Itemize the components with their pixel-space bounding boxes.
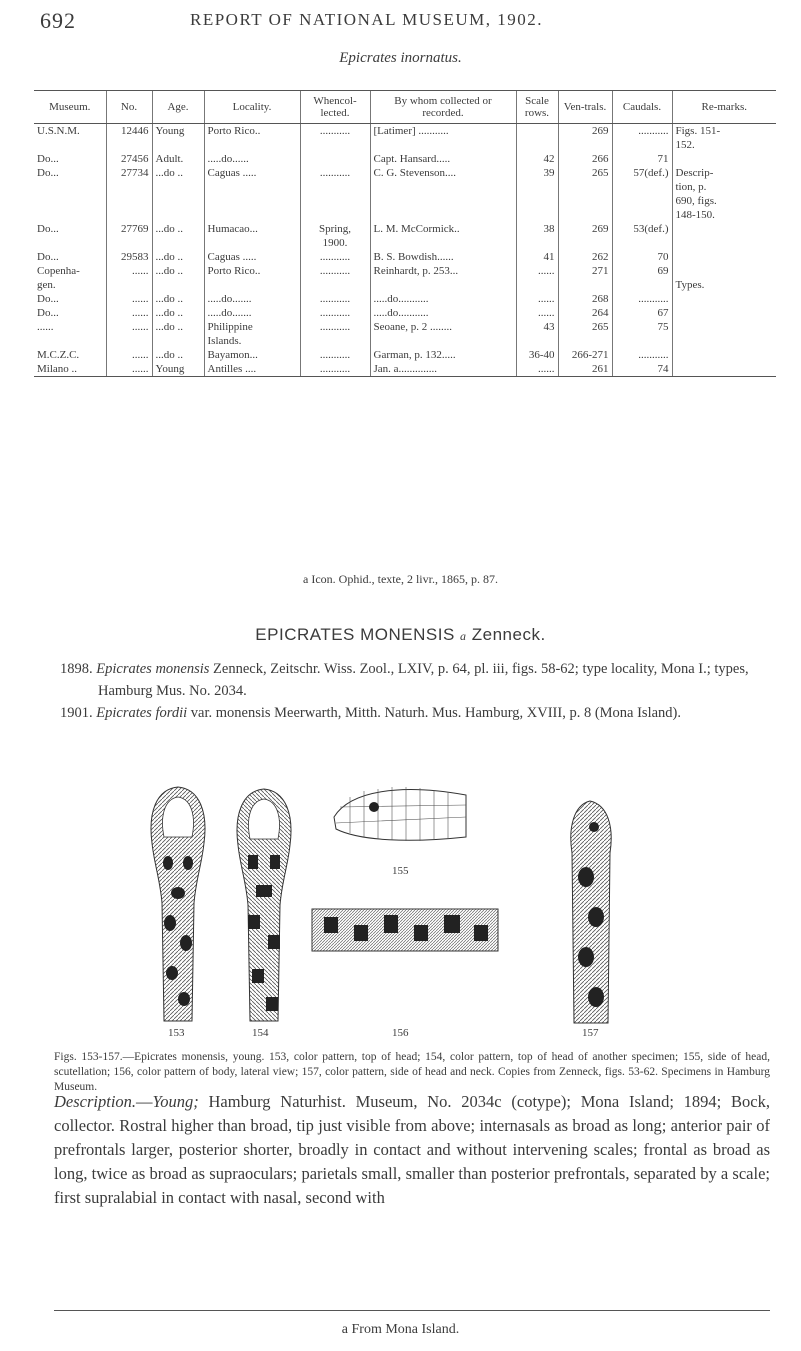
synonymy-year: 1901. xyxy=(60,705,93,721)
table-cell: Copenha- xyxy=(37,265,80,277)
table-cell: tion, p. xyxy=(672,180,776,194)
snake-head-top-illustration xyxy=(142,783,214,1023)
table-row xyxy=(34,152,776,166)
table-cell: Seoane, p. 2 ........ xyxy=(370,320,516,334)
table-cell xyxy=(300,334,370,348)
table-footnote: a Icon. Ophid., texte, 2 livr., 1865, p. 87. xyxy=(303,572,498,586)
table-cell xyxy=(370,208,516,222)
table-cell xyxy=(672,320,776,334)
table-cell xyxy=(516,180,558,194)
table-cell: ...do .. xyxy=(152,306,204,320)
table-row xyxy=(34,362,776,377)
species-note-mark: a xyxy=(460,629,467,643)
table-cell xyxy=(558,194,612,208)
table-cell: ........... xyxy=(300,348,370,362)
table-cell: 27456 xyxy=(106,152,152,166)
table-cell xyxy=(612,236,672,250)
description-paragraph: Description.—Young; Hamburg Naturhist. Museum, No. 2034c (cotype); Mona Island; 1894; Bock, collector. Rostral higher than broad, tip just visible from above; internasals as broad as long; anterior pair of prefrontals larger, posterior shorter, broadly in contact and without intervening scales; frontal as broad as long, twice as broad as supraoculars; parietals small, smaller than posterior prefrontals, separated by a scale; first supralabial in contact with nasal, second with xyxy=(54,1092,770,1207)
table-cell xyxy=(672,222,776,236)
table-cell: B. S. Bowdish...... xyxy=(370,250,516,264)
table-cell: .....do....... xyxy=(204,306,300,320)
table-cell: 269 xyxy=(558,124,612,139)
table-cell xyxy=(672,306,776,320)
table-row xyxy=(34,292,776,306)
table-cell: Humacao... xyxy=(204,222,300,236)
table-cell xyxy=(370,194,516,208)
snake-neck-side-illustration xyxy=(556,797,626,1027)
table-cell xyxy=(204,236,300,250)
table-cell: Jan. a.............. xyxy=(370,362,516,377)
table-cell xyxy=(612,334,672,348)
column-header: Museum. xyxy=(34,91,106,124)
table-cell xyxy=(152,138,204,152)
table-cell xyxy=(204,138,300,152)
table-cell: Garman, p. 132..... xyxy=(370,348,516,362)
page-number: 692 xyxy=(40,8,76,33)
table-row xyxy=(34,306,776,320)
table-cell: ...... xyxy=(106,306,152,320)
table-header-row xyxy=(34,91,776,124)
table-cell: Do... xyxy=(37,251,59,263)
column-header: Caudals. xyxy=(612,91,672,124)
synonymy-taxon: Epicrates fordii xyxy=(96,705,188,721)
table-row xyxy=(34,194,776,208)
table-row xyxy=(34,264,776,278)
figure-number: 156 xyxy=(392,1027,409,1039)
column-header: By whom collected or recorded. xyxy=(370,91,516,124)
figure-number: 157 xyxy=(582,1027,599,1039)
table-cell: Figs. 151- xyxy=(672,124,776,139)
table-cell: ...... xyxy=(37,321,54,333)
description-age: Young; xyxy=(152,1092,199,1111)
table-cell: 690, figs. xyxy=(672,194,776,208)
table-cell: Caguas ..... xyxy=(204,166,300,180)
table-row xyxy=(34,138,776,152)
table-cell xyxy=(370,138,516,152)
table-cell xyxy=(558,138,612,152)
table-cell: Types. xyxy=(672,278,776,292)
table-cell: ...do .. xyxy=(152,264,204,278)
snake-head-top-variant-illustration xyxy=(228,785,300,1025)
table-cell: 41 xyxy=(516,250,558,264)
table-cell: ...... xyxy=(106,264,152,278)
table-cell: 38 xyxy=(516,222,558,236)
table-cell: 269 xyxy=(558,222,612,236)
table-cell: Milano .. xyxy=(34,362,106,377)
table-cell xyxy=(152,194,204,208)
table-cell: Porto Rico.. xyxy=(204,264,300,278)
table-cell: 42 xyxy=(516,152,558,166)
column-header: Ven-trals. xyxy=(558,91,612,124)
table-cell xyxy=(370,334,516,348)
table-cell: 27769 xyxy=(106,222,152,236)
synonymy-text: Zenneck, Zeitschr. Wiss. Zool., LXIV, p. 64, pl. iii, figs. 58-62; type locality, Mona I.; types, Hamburg Mus. No. 2034. xyxy=(98,661,749,699)
table-cell xyxy=(300,138,370,152)
column-header: Scale rows. xyxy=(516,91,558,124)
table-cell: .....do........... xyxy=(370,306,516,320)
footnote-divider xyxy=(54,1310,770,1311)
table-row xyxy=(34,180,776,194)
table-cell xyxy=(672,348,776,362)
table-cell xyxy=(612,208,672,222)
table-cell: ...do .. xyxy=(152,222,204,236)
table-cell: Porto Rico.. xyxy=(204,124,300,139)
table-cell: Bayamon... xyxy=(204,348,300,362)
table-cell xyxy=(370,278,516,292)
table-cell xyxy=(672,264,776,278)
table-cell xyxy=(106,180,152,194)
table-cell: 39 xyxy=(516,166,558,180)
table-row xyxy=(34,236,776,250)
figure-number: 154 xyxy=(252,1027,269,1039)
table-cell: .....do........... xyxy=(370,292,516,306)
table-cell xyxy=(106,208,152,222)
table-cell xyxy=(106,334,152,348)
table-cell: Capt. Hansard..... xyxy=(370,152,516,166)
table-cell xyxy=(300,152,370,166)
table-cell: gen. xyxy=(37,279,56,291)
table-cell: 69 xyxy=(612,264,672,278)
species-name: EPICRATES MONENSIS xyxy=(255,625,455,644)
table-cell: Islands. xyxy=(204,334,300,348)
table-cell: 266-271 xyxy=(558,348,612,362)
table-cell: [Latimer] ........... xyxy=(370,124,516,139)
table-cell xyxy=(300,208,370,222)
table-cell: ...do .. xyxy=(152,292,204,306)
table-cell xyxy=(370,180,516,194)
table-cell: 265 xyxy=(558,166,612,180)
table-cell: ...... xyxy=(106,362,152,377)
table-cell xyxy=(612,180,672,194)
species-author: Zenneck. xyxy=(471,625,546,644)
table-cell: ...do .. xyxy=(152,250,204,264)
synonymy-taxon: Epicrates monensis xyxy=(96,661,210,677)
table-cell: Adult. xyxy=(152,152,204,166)
table-cell xyxy=(106,138,152,152)
table-cell: ...... xyxy=(516,362,558,377)
table-cell: 57(def.) xyxy=(612,166,672,180)
table-cell: ........... xyxy=(612,292,672,306)
table-cell: ........... xyxy=(300,320,370,334)
table-cell xyxy=(204,278,300,292)
table-cell xyxy=(672,362,776,377)
table-cell: Caguas ..... xyxy=(204,250,300,264)
table-cell xyxy=(672,236,776,250)
table-cell xyxy=(558,278,612,292)
table-cell: L. M. McCormick.. xyxy=(370,222,516,236)
synonymy-entry xyxy=(60,702,772,724)
description-label: Description. xyxy=(54,1092,137,1111)
column-header: Locality. xyxy=(204,91,300,124)
table-cell xyxy=(106,194,152,208)
table-cell xyxy=(516,194,558,208)
table-cell xyxy=(34,208,106,222)
table-cell: ...... xyxy=(516,264,558,278)
table-cell xyxy=(204,180,300,194)
table-cell xyxy=(106,278,152,292)
table-cell: ........... xyxy=(300,166,370,180)
table-cell: ...do .. xyxy=(152,166,204,180)
table-cell: ...... xyxy=(106,292,152,306)
table-cell xyxy=(106,236,152,250)
table-cell xyxy=(34,180,106,194)
table-cell: Antilles .... xyxy=(204,362,300,377)
table-cell xyxy=(152,208,204,222)
table-row xyxy=(34,222,776,236)
table-cell xyxy=(34,138,106,152)
table-row xyxy=(34,124,776,139)
table-cell xyxy=(558,334,612,348)
specimen-table xyxy=(34,90,776,377)
table-cell xyxy=(612,138,672,152)
table-cell: 271 xyxy=(558,264,612,278)
table-cell xyxy=(152,278,204,292)
synonymy-text: var. monensis Meerwarth, Mitth. Naturh. Mus. Hamburg, XVIII, p. 8 (Mona Island). xyxy=(190,705,681,721)
table-cell xyxy=(516,138,558,152)
table-cell: ........... xyxy=(300,250,370,264)
table-cell: ...do .. xyxy=(152,348,204,362)
table-cell: C. G. Stevenson.... xyxy=(370,166,516,180)
figure-number: 155 xyxy=(392,865,409,877)
table-cell: 75 xyxy=(612,320,672,334)
table-cell: 74 xyxy=(612,362,672,377)
description-text: Hamburg Naturhist. Museum, No. 2034c (cotype); Mona Island; 1894; Bock, collector. Rostral higher than broad, tip just visible from above; internasals as broad as long; anterior pair of prefrontals larger, posterior shorter, broadly in contact and without intervening scales; frontal as broad as long, twice as broad as supraoculars; parietals small, smaller than posterior prefrontals, separated by a scale; first supralabial in contact with nasal, second with xyxy=(54,1092,770,1207)
table-cell: ........... xyxy=(300,362,370,377)
table-row xyxy=(34,320,776,334)
table-cell xyxy=(516,236,558,250)
table-cell: Reinhardt, p. 253... xyxy=(370,264,516,278)
table-cell: 67 xyxy=(612,306,672,320)
table-cell: 29583 xyxy=(106,250,152,264)
table-cell xyxy=(612,194,672,208)
snake-head-side-illustration xyxy=(330,777,470,847)
table-cell: 264 xyxy=(558,306,612,320)
table-cell xyxy=(672,292,776,306)
table-cell: 27734 xyxy=(106,166,152,180)
table-cell: ........... xyxy=(612,348,672,362)
column-header: Age. xyxy=(152,91,204,124)
table-cell xyxy=(672,152,776,166)
synonymy-entry xyxy=(60,658,772,702)
table-cell: 262 xyxy=(558,250,612,264)
table-cell xyxy=(516,334,558,348)
table-cell: Do... xyxy=(37,223,59,235)
table-cell: ........... xyxy=(300,124,370,139)
table-cell: ...... xyxy=(516,306,558,320)
table-cell: ...... xyxy=(106,320,152,334)
table-cell: Do... xyxy=(37,167,59,179)
table-cell xyxy=(672,334,776,348)
table-cell xyxy=(300,278,370,292)
species-heading xyxy=(0,625,801,645)
table-cell: 71 xyxy=(612,152,672,166)
table-cell xyxy=(204,208,300,222)
table-cell: Do... xyxy=(37,293,59,305)
column-header: Whencol-lected. xyxy=(300,91,370,124)
table-row xyxy=(34,250,776,264)
table-cell: ........... xyxy=(300,306,370,320)
synonymy-year: 1898. xyxy=(60,661,93,677)
table-cell: 266 xyxy=(558,152,612,166)
column-header: No. xyxy=(106,91,152,124)
table-cell xyxy=(516,124,558,139)
table-cell: U.S.N.M. xyxy=(37,125,80,137)
table-cell xyxy=(612,278,672,292)
table-cell xyxy=(558,180,612,194)
table-cell xyxy=(516,208,558,222)
table-row xyxy=(34,208,776,222)
figure-number: 153 xyxy=(168,1027,185,1039)
table-cell xyxy=(300,180,370,194)
table-cell: 43 xyxy=(516,320,558,334)
table-cell: ...... xyxy=(106,348,152,362)
table-row xyxy=(34,348,776,362)
table-cell xyxy=(558,208,612,222)
table-cell: Spring, xyxy=(300,222,370,236)
table-cell xyxy=(558,236,612,250)
running-head xyxy=(40,8,761,34)
table-cell xyxy=(204,194,300,208)
table-cell: ........... xyxy=(300,264,370,278)
table-cell xyxy=(516,278,558,292)
table-cell xyxy=(152,180,204,194)
table-cell xyxy=(34,334,106,348)
snake-body-pattern-illustration xyxy=(310,907,500,953)
table-cell: Young xyxy=(152,362,204,377)
table-cell: Descrip- xyxy=(672,166,776,180)
table-row xyxy=(34,166,776,180)
column-header: Re-marks. xyxy=(672,91,776,124)
table-cell: 70 xyxy=(612,250,672,264)
figure-caption: Figs. 153-157.—Epicrates monensis, young. 153, color pattern, top of head; 154, color pattern, top of head of another specimen; 155, side of head, scutellation; 156, color pattern of body, lateral view; 157, color pattern, side of head and neck. Copies from Zenneck, figs. 53-62. Specimens in Hamburg Museum. xyxy=(54,1051,770,1093)
table-cell: Do... xyxy=(37,307,59,319)
table-cell: Do... xyxy=(37,153,59,165)
table-cell xyxy=(34,236,106,250)
table-cell: ........... xyxy=(300,292,370,306)
table-cell: Philippine xyxy=(204,320,300,334)
table-cell: M.C.Z.C. xyxy=(37,349,80,361)
table-row xyxy=(34,278,776,292)
table-cell: 268 xyxy=(558,292,612,306)
table-cell xyxy=(300,194,370,208)
table-title: Epicrates inornatus. xyxy=(339,50,462,66)
page-footnote: a From Mona Island. xyxy=(341,1322,460,1337)
table-cell: 1900. xyxy=(300,236,370,250)
table-cell: .....do...... xyxy=(204,152,300,166)
table-cell: 53(def.) xyxy=(612,222,672,236)
table-cell: ...... xyxy=(516,292,558,306)
table-cell: 12446 xyxy=(106,124,152,139)
table-cell xyxy=(152,236,204,250)
table-cell xyxy=(370,236,516,250)
running-title: REPORT OF NATIONAL MUSEUM, 1902. xyxy=(190,10,544,29)
table-cell xyxy=(152,334,204,348)
synonymy-list xyxy=(60,658,772,724)
table-cell: ...do .. xyxy=(152,320,204,334)
table-cell: 265 xyxy=(558,320,612,334)
table-cell: 36-40 xyxy=(516,348,558,362)
table-cell: 152. xyxy=(672,138,776,152)
table-cell: 261 xyxy=(558,362,612,377)
table-cell: ........... xyxy=(612,124,672,139)
figure-plate xyxy=(130,775,730,1045)
table-cell: Young xyxy=(152,124,204,139)
table-body xyxy=(34,124,776,377)
table-cell xyxy=(34,194,106,208)
table-cell xyxy=(672,250,776,264)
table-cell: 148-150. xyxy=(672,208,776,222)
table-row xyxy=(34,334,776,348)
table-cell: .....do....... xyxy=(204,292,300,306)
